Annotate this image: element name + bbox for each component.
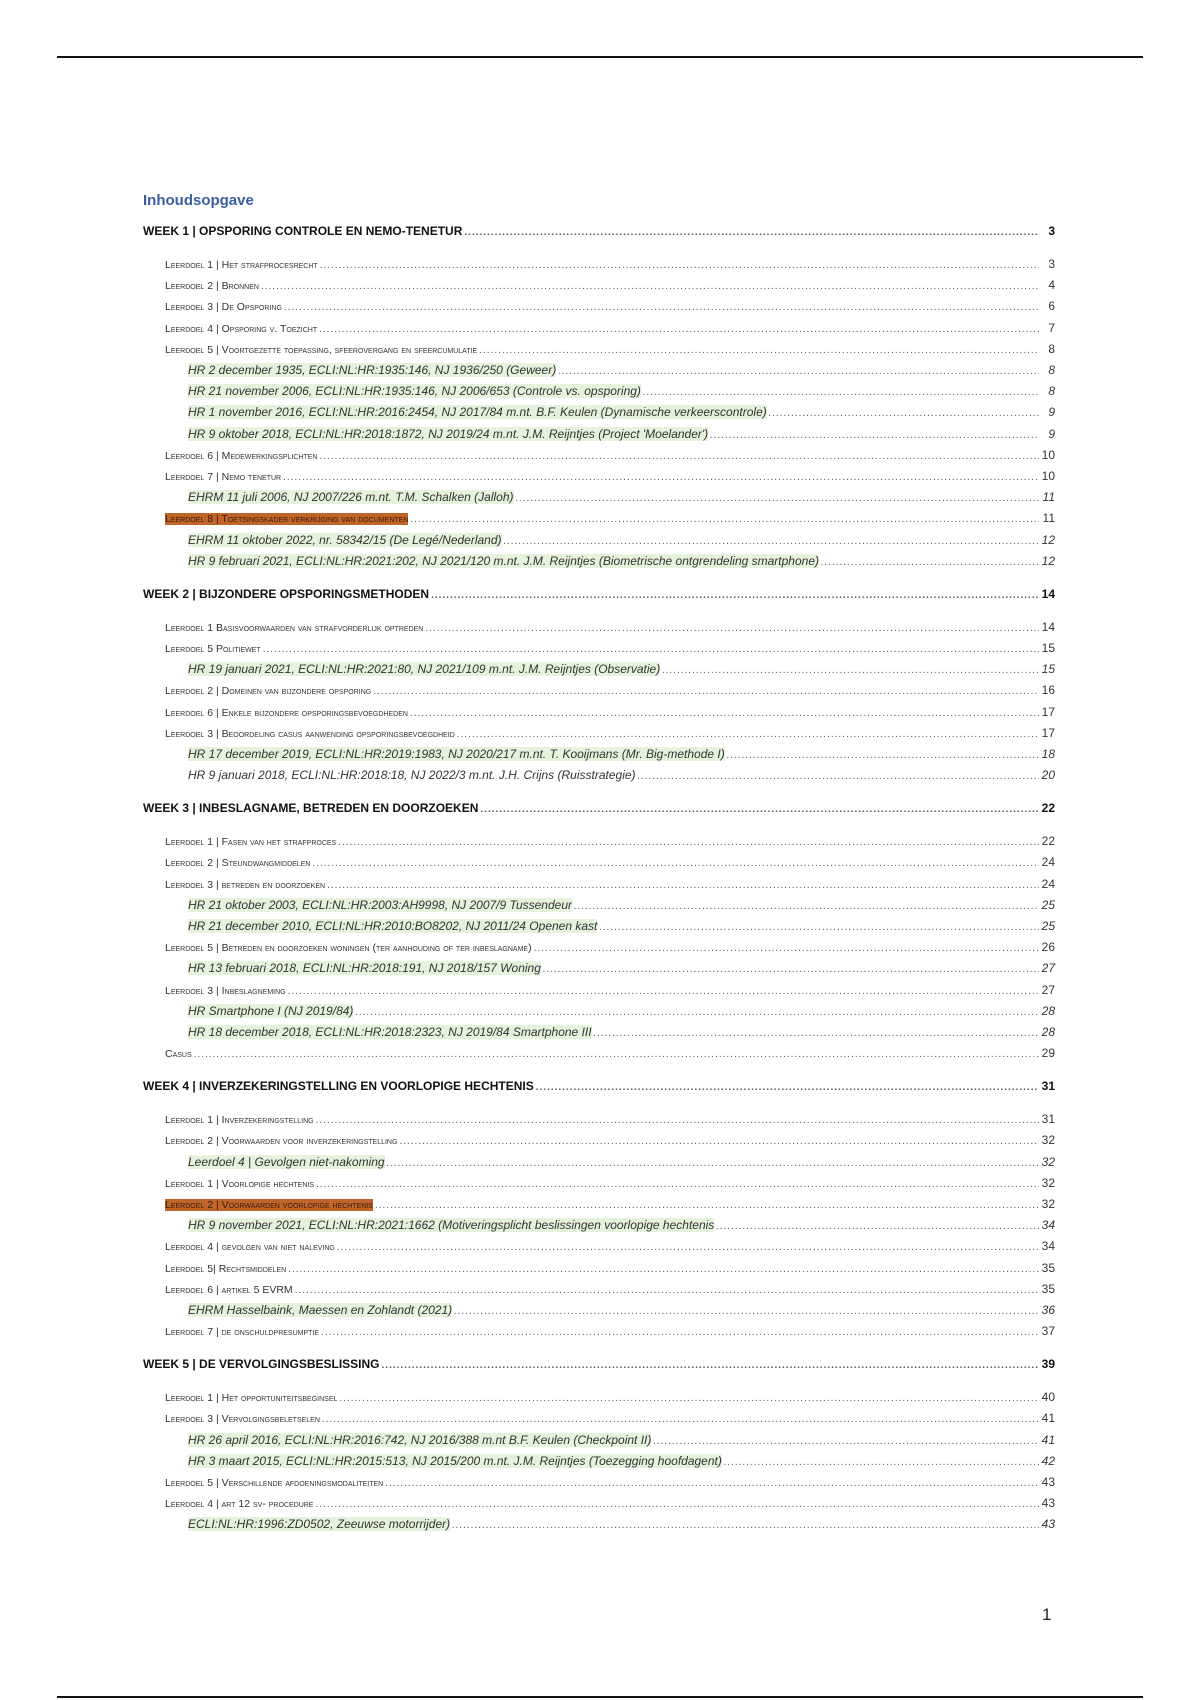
toc-entry-label: HR 21 december 2010, ECLI:NL:HR:2010:BO8202, NJ 2011/24 Openen kast bbox=[188, 919, 598, 933]
toc-entry-label: HR 21 oktober 2003, ECLI:NL:HR:2003:AH9998, NJ 2007/9 Tussendeur bbox=[188, 897, 572, 912]
toc-leader-dots bbox=[464, 227, 1039, 238]
toc-learning-goal-entry[interactable] bbox=[143, 257, 1055, 271]
toc-entry-label: Leerdoel 5 | Betreden en doorzoeken woningen (ter aanhouding of ter inbeslagname) bbox=[165, 942, 532, 955]
toc-entry-label: WEEK 4 | INVERZEKERINGSTELLING EN VOORLOPIGE HECHTENIS bbox=[143, 1079, 534, 1094]
toc-case-entry[interactable] bbox=[143, 490, 1055, 504]
toc-page-number: 9 bbox=[1048, 426, 1055, 441]
toc-week-heading[interactable] bbox=[143, 801, 1055, 815]
toc-leader-dots bbox=[316, 1179, 1039, 1190]
toc-entry-label: Leerdoel 1 | Het strafprocesrecht bbox=[165, 259, 318, 271]
toc-page-number: 35 bbox=[1041, 1260, 1055, 1275]
toc-page-number: 9 bbox=[1048, 405, 1055, 420]
toc-leader-dots bbox=[716, 1221, 1039, 1232]
toc-case-entry[interactable] bbox=[143, 961, 1055, 975]
toc-leader-dots bbox=[375, 1200, 1039, 1211]
toc-leader-dots bbox=[410, 708, 1039, 719]
toc-leader-dots bbox=[283, 472, 1039, 483]
toc-entry-label: HR 13 februari 2018, ECLI:NL:HR:2018:191, NJ 2018/157 Woning bbox=[188, 961, 541, 976]
toc-leader-dots bbox=[316, 1115, 1039, 1126]
toc-page-number: 43 bbox=[1041, 1475, 1055, 1489]
toc-page-number: 34 bbox=[1041, 1218, 1055, 1233]
toc-entry-label: Leerdoel 6 | artikel 5 EVRM bbox=[165, 1283, 293, 1296]
toc-leader-dots bbox=[653, 1436, 1039, 1447]
toc-entry-label: Leerdoel 1 | Fasen van het strafproces bbox=[165, 836, 337, 849]
toc-entry-label: Leerdoel 1 Basisvoorwaarden van strafvorderlijk optreden bbox=[165, 621, 424, 634]
toc-leader-dots bbox=[457, 729, 1039, 740]
toc-case-entry[interactable] bbox=[143, 1218, 1055, 1232]
toc-leader-dots bbox=[574, 901, 1039, 912]
toc-entry-label: Leerdoel 1 | Voorlopige hechtenis bbox=[165, 1177, 314, 1190]
toc-leader-dots bbox=[425, 623, 1039, 634]
toc-learning-goal-entry[interactable] bbox=[143, 940, 1055, 954]
footer-rule bbox=[57, 1696, 1143, 1698]
toc-entry-label: Leerdoel 2 | Domeinen van bijzondere opsporing bbox=[165, 685, 372, 698]
toc-leader-dots bbox=[599, 922, 1039, 933]
toc-case-entry[interactable] bbox=[143, 919, 1055, 933]
toc-case-entry[interactable] bbox=[143, 1454, 1055, 1468]
toc-leader-dots bbox=[320, 260, 1039, 271]
toc-case-entry[interactable] bbox=[143, 747, 1055, 761]
toc-page-number: 32 bbox=[1041, 1197, 1055, 1211]
toc-leader-dots bbox=[769, 408, 1039, 419]
toc-entry-label: Leerdoel 2 | Steundwangmiddelen bbox=[165, 857, 311, 870]
toc-learning-goal-entry[interactable] bbox=[143, 1239, 1055, 1253]
toc-learning-goal-entry[interactable] bbox=[143, 1282, 1055, 1296]
toc-entry-label: HR 9 januari 2018, ECLI:NL:HR:2018:18, NJ 2022/3 m.nt. J.H. Crijns (Ruisstrategie) bbox=[188, 768, 636, 783]
toc-entry-label: Leerdoel 2 | Voorwaarden voorlopige hechtenis bbox=[165, 1199, 373, 1211]
toc-leader-dots bbox=[534, 943, 1039, 954]
toc-title: Inhoudsopgave bbox=[143, 192, 254, 209]
toc-page-number: 16 bbox=[1041, 683, 1055, 698]
toc-case-entry[interactable] bbox=[143, 533, 1055, 547]
toc-leader-dots bbox=[321, 1327, 1039, 1338]
toc-page-number: 34 bbox=[1041, 1239, 1055, 1254]
toc-leader-dots bbox=[319, 324, 1039, 335]
toc-entry-label: Leerdoel 3 | Inbeslagneming bbox=[165, 984, 286, 997]
toc-page-number: 10 bbox=[1041, 447, 1055, 462]
toc-learning-goal-entry[interactable] bbox=[143, 448, 1055, 462]
toc-page-number: 12 bbox=[1041, 532, 1055, 547]
toc-entry-label: HR Smartphone I (NJ 2019/84) bbox=[188, 1003, 354, 1018]
toc-entry-label: HR 9 oktober 2018, ECLI:NL:HR:2018:1872, NJ 2019/24 m.nt. J.M. Reijntjes (Project 'Moelander') bbox=[188, 426, 709, 441]
toc-entry-label: Leerdoel 7 | de onschuldpresumptie bbox=[165, 1326, 320, 1339]
toc-leader-dots bbox=[322, 1414, 1039, 1425]
toc-learning-goal-entry[interactable] bbox=[143, 1261, 1055, 1275]
toc-page-number: 42 bbox=[1041, 1453, 1055, 1468]
toc-leader-dots bbox=[536, 1082, 1039, 1093]
toc-case-entry[interactable] bbox=[143, 768, 1055, 782]
toc-page-number: 22 bbox=[1041, 834, 1055, 849]
toc-entry-label: WEEK 5 | DE VERVOLGINGSBESLISSING bbox=[143, 1357, 380, 1372]
toc-entry-label: EHRM Hasselbaink, Maessen en Zohlandt (2021) bbox=[188, 1303, 453, 1317]
toc-page-number: 14 bbox=[1041, 619, 1055, 634]
toc-learning-goal-entry[interactable] bbox=[143, 705, 1055, 719]
toc-page-number: 24 bbox=[1041, 855, 1055, 870]
toc-case-entry[interactable] bbox=[143, 898, 1055, 912]
toc-learning-goal-entry[interactable] bbox=[143, 641, 1055, 655]
toc-entry-label: WEEK 3 | INBESLAGNAME, BETREDEN EN DOORZOEKEN bbox=[143, 801, 479, 816]
toc-entry-label: EHRM 11 juli 2006, NJ 2007/226 m.nt. T.M. Schalken (Jalloh) bbox=[188, 490, 514, 505]
toc-page-number: 14 bbox=[1041, 586, 1055, 601]
toc-leader-dots bbox=[382, 1360, 1039, 1371]
toc-learning-goal-entry[interactable] bbox=[143, 1411, 1055, 1425]
toc-leader-dots bbox=[479, 345, 1039, 356]
toc-page-number: 28 bbox=[1041, 1003, 1055, 1018]
toc-case-entry[interactable] bbox=[143, 554, 1055, 568]
toc-entry-label: Leerdoel 3 | Beoordeling casus aanwending opsporingsbevoegdheid bbox=[165, 727, 455, 740]
toc-entry-label: Leerdoel 3 | betreden en doorzoeken bbox=[165, 878, 326, 891]
toc-learning-goal-entry[interactable] bbox=[143, 683, 1055, 697]
toc-entry-label: Leerdoel 1 | Inverzekeringstelling bbox=[165, 1114, 314, 1127]
toc-entry-label: HR 9 februari 2021, ECLI:NL:HR:2021:202, NJ 2021/120 m.nt. J.M. Reijntjes (Biometrische ontgrendeling smartphone) bbox=[188, 553, 819, 568]
toc-page-number: 37 bbox=[1041, 1324, 1055, 1339]
toc-page-number: 43 bbox=[1041, 1517, 1055, 1532]
toc-leader-dots bbox=[543, 964, 1039, 975]
header-rule bbox=[57, 56, 1143, 58]
toc-leader-dots bbox=[727, 750, 1039, 761]
toc-learning-goal-entry[interactable] bbox=[143, 1112, 1055, 1126]
toc-leader-dots bbox=[312, 858, 1039, 869]
toc-leader-dots bbox=[327, 880, 1039, 891]
toc-page-number: 32 bbox=[1041, 1175, 1055, 1190]
toc-entry-label: Leerdoel 4 | Opsporing v. Toezicht bbox=[165, 322, 318, 335]
toc-case-entry[interactable] bbox=[143, 1004, 1055, 1018]
toc-page-number: 7 bbox=[1048, 320, 1055, 335]
toc-leader-dots bbox=[504, 536, 1039, 547]
toc-leader-dots bbox=[194, 1049, 1039, 1060]
toc-page-number: 11 bbox=[1042, 511, 1055, 526]
toc-leader-dots bbox=[295, 1285, 1039, 1296]
toc-page-number: 17 bbox=[1041, 704, 1055, 719]
toc-case-entry[interactable] bbox=[143, 405, 1055, 419]
toc-page-number: 35 bbox=[1041, 1281, 1055, 1296]
toc-page-number: 26 bbox=[1041, 940, 1055, 955]
toc-leader-dots bbox=[662, 665, 1039, 676]
toc-page-number: 40 bbox=[1041, 1390, 1055, 1405]
toc-leader-dots bbox=[710, 430, 1039, 441]
toc-leader-dots bbox=[339, 1393, 1039, 1404]
toc-page-number: 12 bbox=[1041, 553, 1055, 568]
toc-learning-goal-entry[interactable] bbox=[143, 342, 1055, 356]
toc-entry-label: Leerdoel 4 | gevolgen van niet naleving bbox=[165, 1241, 335, 1254]
toc-entry-label: HR 18 december 2018, ECLI:NL:HR:2018:2323, NJ 2019/84 Smartphone III bbox=[188, 1025, 592, 1039]
toc-learning-goal-entry[interactable] bbox=[143, 1324, 1055, 1338]
toc-page-number: 10 bbox=[1041, 469, 1055, 483]
toc-entry-label: WEEK 1 | OPSPORING CONTROLE EN NEMO-TENETUR bbox=[143, 224, 463, 238]
toc-entry-label: WEEK 2 | BIJZONDERE OPSPORINGSMETHODEN bbox=[143, 586, 430, 601]
toc-page-number: 39 bbox=[1041, 1357, 1055, 1372]
toc-leader-dots bbox=[821, 557, 1039, 568]
toc-entry-label: Leerdoel 5| Rechtsmiddelen bbox=[165, 1262, 287, 1275]
toc-entry-label: Leerdoel 6 | Medewerkingsplichten bbox=[165, 449, 318, 462]
toc-learning-goal-entry[interactable] bbox=[143, 278, 1055, 292]
toc-page-number: 27 bbox=[1041, 961, 1055, 976]
toc-page-number: 36 bbox=[1041, 1303, 1055, 1317]
toc-entry-label: HR 3 maart 2015, ECLI:NL:HR:2015:513, NJ 2015/200 m.nt. J.M. Reijntjes (Toezegging hoofdagent) bbox=[188, 1453, 722, 1468]
toc-leader-dots bbox=[288, 1264, 1039, 1275]
toc-leader-dots bbox=[638, 771, 1039, 782]
toc-learning-goal-entry[interactable] bbox=[143, 877, 1055, 891]
toc-learning-goal-entry[interactable] bbox=[143, 1197, 1055, 1211]
toc-page-number: 20 bbox=[1041, 768, 1055, 783]
toc-learning-goal-entry[interactable] bbox=[143, 1390, 1055, 1404]
toc-case-entry[interactable] bbox=[143, 1433, 1055, 1447]
toc-learning-goal-entry[interactable] bbox=[143, 855, 1055, 869]
page-number: 1 bbox=[1042, 1605, 1052, 1624]
toc-case-entry[interactable] bbox=[143, 662, 1055, 676]
toc-page-number: 3 bbox=[1048, 224, 1055, 238]
toc-leader-dots bbox=[337, 1242, 1039, 1253]
toc-page-number: 25 bbox=[1041, 919, 1055, 933]
toc-learning-goal-entry[interactable] bbox=[143, 983, 1055, 997]
toc-leader-dots bbox=[288, 986, 1039, 997]
toc-entry-label: HR 19 januari 2021, ECLI:NL:HR:2021:80, NJ 2021/109 m.nt. J.M. Reijntjes (Observatie) bbox=[188, 662, 661, 677]
toc-entry-label: ECLI:NL:HR:1996:ZD0502, Zeeuwse motorrijder) bbox=[188, 1517, 451, 1532]
toc-page-number: 8 bbox=[1048, 363, 1055, 377]
toc-page-number: 22 bbox=[1041, 801, 1055, 816]
toc-leader-dots bbox=[319, 451, 1039, 462]
toc-learning-goal-entry[interactable] bbox=[143, 620, 1055, 634]
toc-learning-goal-entry[interactable] bbox=[143, 321, 1055, 335]
toc-page-number: 17 bbox=[1041, 725, 1055, 740]
toc-entry-label: Casus bbox=[165, 1048, 192, 1061]
toc-entry-label: Leerdoel 3 | De Opsporing bbox=[165, 301, 282, 314]
toc-page-number: 8 bbox=[1048, 384, 1055, 399]
toc-leader-dots bbox=[338, 837, 1039, 848]
toc-entry-label: Leerdoel 2 | Bronnen bbox=[165, 280, 259, 293]
toc-learning-goal-entry[interactable] bbox=[143, 1133, 1055, 1147]
toc-entry-label: Leerdoel 4 | art 12 sv- procedure bbox=[165, 1498, 314, 1511]
toc-leader-dots bbox=[355, 1007, 1039, 1018]
toc-page-number: 31 bbox=[1041, 1112, 1055, 1127]
toc-page-number: 4 bbox=[1048, 278, 1055, 293]
toc-page-number: 43 bbox=[1041, 1496, 1055, 1511]
toc-entry-label: HR 17 december 2019, ECLI:NL:HR:2019:1983, NJ 2020/217 m.nt. T. Kooijmans (Mr. Big-methode I) bbox=[188, 747, 725, 761]
toc-leader-dots bbox=[387, 1158, 1039, 1169]
toc-page-number: 15 bbox=[1041, 662, 1055, 677]
toc-page-number: 6 bbox=[1048, 299, 1055, 314]
toc-leader-dots bbox=[263, 644, 1039, 655]
toc-leader-dots bbox=[315, 1499, 1039, 1510]
toc-entry-label: Leerdoel 6 | Enkele bijzondere opsporingsbevoegdheden bbox=[165, 706, 408, 719]
toc-week-heading[interactable] bbox=[143, 587, 1055, 601]
toc-page-number: 29 bbox=[1041, 1046, 1055, 1061]
toc-entry-label: Leerdoel 5 Politiewet bbox=[165, 643, 261, 655]
toc-learning-goal-entry[interactable] bbox=[143, 1046, 1055, 1060]
toc-leader-dots bbox=[431, 590, 1039, 601]
toc-leader-dots bbox=[373, 686, 1039, 697]
toc-entry-label: Leerdoel 5 | Voortgezette toepassing, sfeerovergang en sfeercumulatie bbox=[165, 343, 478, 356]
toc-learning-goal-entry[interactable] bbox=[143, 511, 1055, 525]
toc-page-number: 25 bbox=[1041, 897, 1055, 912]
toc-leader-dots bbox=[454, 1306, 1039, 1317]
toc-case-entry[interactable] bbox=[143, 1155, 1055, 1169]
toc-learning-goal-entry[interactable] bbox=[143, 1475, 1055, 1489]
toc-leader-dots bbox=[558, 366, 1039, 377]
toc-entry-label: HR 21 november 2006, ECLI:NL:HR:1935:146, NJ 2006/653 (Controle vs. opsporing) bbox=[188, 384, 641, 399]
toc-learning-goal-entry[interactable] bbox=[143, 834, 1055, 848]
toc-page-number: 41 bbox=[1041, 1432, 1055, 1447]
toc-learning-goal-entry[interactable] bbox=[143, 726, 1055, 740]
toc-learning-goal-entry[interactable] bbox=[143, 299, 1055, 313]
toc-leader-dots bbox=[724, 1457, 1039, 1468]
toc-case-entry[interactable] bbox=[143, 1517, 1055, 1531]
toc-leader-dots bbox=[452, 1520, 1039, 1531]
toc-page-number: 32 bbox=[1041, 1133, 1055, 1148]
toc-week-heading[interactable] bbox=[143, 1357, 1055, 1371]
toc-entry-label: Leerdoel 2 | Voorwaarden voor inverzekeringstelling bbox=[165, 1135, 398, 1148]
toc-leader-dots bbox=[594, 1028, 1039, 1039]
toc-leader-dots bbox=[261, 281, 1039, 292]
toc-entry-label: HR 9 november 2021, ECLI:NL:HR:2021:1662 (Motiveringsplicht beslissingen voorlopige hechtenis bbox=[188, 1218, 715, 1233]
toc-case-entry[interactable] bbox=[143, 363, 1055, 377]
toc-leader-dots bbox=[410, 514, 1039, 525]
toc-learning-goal-entry[interactable] bbox=[143, 469, 1055, 483]
toc-entry-label: HR 2 december 1935, ECLI:NL:HR:1935:146, NJ 1936/250 (Geweer) bbox=[188, 363, 557, 377]
toc-learning-goal-entry[interactable] bbox=[143, 1176, 1055, 1190]
toc-entry-label: Leerdoel 4 | Gevolgen niet-nakoming bbox=[188, 1154, 385, 1169]
toc-case-entry[interactable] bbox=[143, 384, 1055, 398]
toc-entry-label: EHRM 11 oktober 2022, nr. 58342/15 (De Legé/Nederland) bbox=[188, 532, 502, 547]
toc-entry-label: Leerdoel 1 | Het opportuniteitsbeginsel bbox=[165, 1392, 338, 1405]
toc-leader-dots bbox=[516, 493, 1040, 504]
toc-page-number: 3 bbox=[1048, 257, 1055, 271]
toc-leader-dots bbox=[284, 302, 1039, 313]
toc-case-entry[interactable] bbox=[143, 1303, 1055, 1317]
toc-leader-dots bbox=[385, 1478, 1039, 1489]
toc-page-number: 8 bbox=[1048, 341, 1055, 356]
toc-learning-goal-entry[interactable] bbox=[143, 1496, 1055, 1510]
toc-page-number: 18 bbox=[1041, 747, 1055, 761]
toc-page-number: 28 bbox=[1041, 1025, 1055, 1039]
toc-page-number: 31 bbox=[1041, 1079, 1055, 1094]
toc-page-number: 11 bbox=[1042, 490, 1055, 505]
toc-page-number: 41 bbox=[1041, 1411, 1055, 1426]
toc-leader-dots bbox=[399, 1136, 1039, 1147]
toc-leader-dots bbox=[643, 387, 1039, 398]
toc-leader-dots bbox=[480, 804, 1039, 815]
toc-week-heading[interactable] bbox=[143, 1079, 1055, 1093]
toc-week-heading[interactable] bbox=[143, 224, 1055, 238]
toc-case-entry[interactable] bbox=[143, 427, 1055, 441]
toc-page-number: 24 bbox=[1041, 876, 1055, 891]
toc-entry-label: Leerdoel 3 | Vervolgingsbeletselen bbox=[165, 1413, 320, 1426]
toc-case-entry[interactable] bbox=[143, 1025, 1055, 1039]
toc-entry-label: Leerdoel 7 | Nemo tenetur bbox=[165, 471, 282, 483]
toc-page-number: 32 bbox=[1041, 1154, 1055, 1169]
toc-page-number: 15 bbox=[1041, 641, 1055, 655]
toc-entry-label: Leerdoel 5 | Verschillende afdoeningsmodaliteiten bbox=[165, 1477, 384, 1489]
toc-entry-label: HR 1 november 2016, ECLI:NL:HR:2016:2454, NJ 2017/84 m.nt. B.F. Keulen (Dynamische verkeerscontrole) bbox=[188, 405, 767, 420]
toc-entry-label: Leerdoel 8 | Toetsingskader verkrijging van documenten bbox=[165, 513, 409, 526]
toc-entry-label: HR 26 april 2016, ECLI:NL:HR:2016:742, NJ 2016/388 m.nt B.F. Keulen (Checkpoint II) bbox=[188, 1432, 652, 1447]
toc-page-number: 27 bbox=[1041, 982, 1055, 997]
